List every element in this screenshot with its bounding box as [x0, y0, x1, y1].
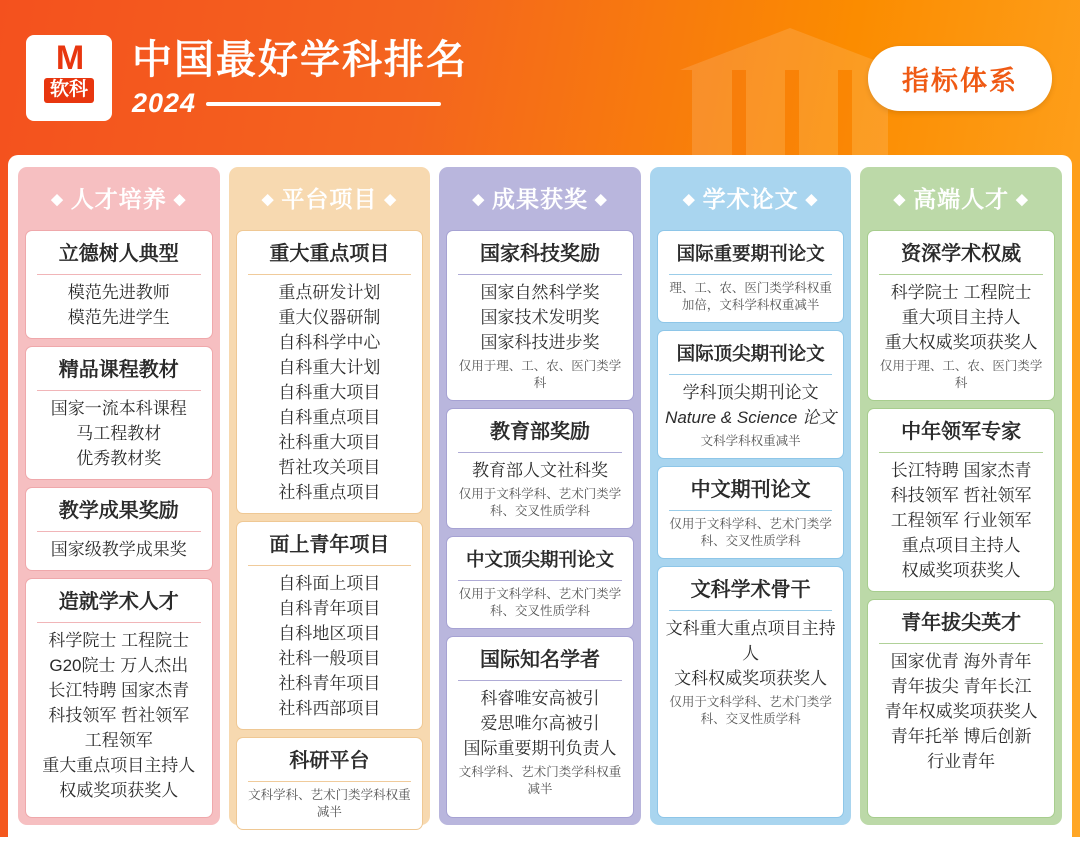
card-award-3	[446, 536, 634, 629]
item: 科学院士 工程院士	[890, 283, 1032, 302]
card-title: 教学成果奖励	[58, 500, 179, 522]
diamond-icon: ◆	[805, 191, 819, 208]
card-award-1	[446, 230, 634, 401]
card-note: 文科学科、艺术门类学科权重减半	[458, 765, 622, 796]
card-paper-2	[657, 330, 845, 459]
item: 模范先进教师	[67, 283, 170, 302]
item: 爱思唯尔高被引	[480, 714, 600, 733]
card-title: 国际知名学者	[479, 649, 600, 671]
item: 社科重大项目	[278, 433, 381, 452]
item: 哲社攻关项目	[278, 458, 381, 477]
item: 文科权威奖项获奖人	[674, 669, 828, 688]
diamond-icon: ◆	[1016, 191, 1029, 208]
card-note: 仅用于文科学科、艺术门类学科、交叉性质学科	[458, 587, 622, 618]
divider	[669, 510, 833, 511]
diamond-icon: ◆	[173, 191, 187, 208]
card-note: 仅用于理、工、农、医门类学科	[879, 359, 1043, 390]
card-platform-3	[236, 737, 424, 830]
card-title: 国际重要期刊论文	[676, 243, 825, 264]
column-platform	[229, 167, 431, 825]
card-note: 仅用于理、工、农、医门类学科	[458, 359, 622, 390]
item: 重大仪器研制	[278, 308, 381, 327]
divider	[37, 622, 201, 623]
item: 社科青年项目	[278, 674, 381, 693]
card-title: 精品课程教材	[58, 359, 179, 381]
column-paper-header: ◆ 学术论文 ◆	[683, 186, 819, 212]
item: 自科重点项目	[278, 408, 381, 427]
item: G20院士 万人杰出	[49, 656, 189, 675]
card-title: 资深学术权威	[901, 243, 1022, 265]
divider	[37, 274, 201, 275]
item: 科技领军 哲社领军	[48, 706, 190, 725]
card-talent-4	[25, 578, 213, 818]
item: 国家技术发明奖	[480, 308, 600, 327]
divider	[37, 390, 201, 391]
card-talent-2	[25, 346, 213, 480]
card-platform-2	[236, 521, 424, 730]
card-talent-3	[25, 487, 213, 571]
diamond-icon: ◆	[261, 191, 275, 208]
item: 自科重大项目	[278, 383, 381, 402]
logo	[26, 35, 112, 121]
divider	[248, 565, 412, 566]
column-talent-header: ◆ 人才培养 ◆	[51, 186, 187, 212]
item: 自科青年项目	[278, 599, 381, 618]
column-award	[439, 167, 641, 825]
card-award-4	[446, 636, 634, 818]
card-paper-3	[657, 466, 845, 559]
indicator-board	[8, 155, 1072, 837]
item: 国际重要期刊负责人	[463, 739, 617, 758]
item: 青年权威奖项获奖人	[884, 702, 1038, 721]
divider	[669, 374, 833, 375]
item: 社科西部项目	[278, 699, 381, 718]
diamond-icon: ◆	[384, 191, 397, 208]
divider	[879, 452, 1043, 453]
divider	[879, 274, 1043, 275]
column-talent	[18, 167, 220, 825]
card-title: 中文顶尖期刊论文	[465, 549, 614, 570]
diamond-icon: ◆	[51, 191, 64, 208]
item: 长江特聘 国家杰青	[890, 461, 1032, 480]
column-paper	[650, 167, 852, 825]
item: 国家自然科学奖	[480, 283, 600, 302]
card-title: 重大重点项目	[269, 243, 390, 265]
divider	[248, 274, 412, 275]
year-label: 2024	[132, 88, 197, 118]
item: 自科面上项目	[278, 574, 381, 593]
item: 模范先进学生	[67, 308, 170, 327]
item: 重大项目主持人	[901, 308, 1021, 327]
card-items	[31, 537, 207, 562]
item: 国家优青 海外青年	[890, 652, 1032, 671]
card-title: 文科学术骨干	[690, 579, 811, 601]
logo-mark-icon: M	[55, 38, 83, 77]
column-award-header: ◆ 成果获奖 ◆	[472, 186, 608, 212]
diamond-icon: ◆	[472, 191, 485, 208]
item: 国家科技进步奖	[480, 333, 600, 352]
item: 重大权威奖项获奖人	[884, 333, 1038, 352]
card-items	[663, 380, 839, 430]
item: 优秀教材奖	[76, 449, 162, 468]
divider	[248, 781, 412, 782]
header	[0, 0, 1080, 155]
year-rule	[206, 102, 441, 106]
card-elite-2	[867, 408, 1055, 592]
item: 长江特聘 国家杰青	[48, 681, 190, 700]
card-title: 中文期刊论文	[690, 479, 811, 501]
card-title: 面上青年项目	[269, 534, 390, 556]
divider	[669, 274, 833, 275]
card-talent-1	[25, 230, 213, 339]
divider	[879, 643, 1043, 644]
item: 社科一般项目	[278, 649, 381, 668]
item: 科技领军 哲社领军	[890, 486, 1032, 505]
column-elite	[860, 167, 1062, 825]
card-items	[873, 280, 1049, 355]
card-paper-1	[657, 230, 845, 323]
item: 重点项目主持人	[901, 536, 1021, 555]
card-items	[31, 280, 207, 330]
card-title: 科研平台	[289, 750, 370, 772]
item: 重点研发计划	[278, 283, 381, 302]
diamond-icon: ◆	[683, 191, 696, 208]
item: 学科顶尖期刊论文	[682, 383, 819, 402]
card-items	[452, 458, 628, 483]
item: 青年托举 博后创新	[890, 727, 1032, 746]
card-title: 青年拔尖英才	[901, 612, 1022, 634]
item: 自科重大计划	[278, 358, 381, 377]
card-items	[242, 571, 418, 721]
card-note: 仅用于文科学科、艺术门类学科、交叉性质学科	[669, 517, 832, 548]
page-title: 中国最好学科排名	[132, 38, 468, 82]
card-items	[452, 280, 628, 355]
item: 马工程教材	[76, 424, 162, 443]
card-title: 国际顶尖期刊论文	[676, 343, 825, 364]
divider	[669, 610, 833, 611]
card-note: 文科学科、艺术门类学科权重减半	[248, 788, 411, 819]
item: 权威奖项获奖人	[901, 561, 1021, 580]
card-title: 国家科技奖励	[479, 243, 600, 265]
card-note: 文科学科权重减半	[700, 434, 801, 448]
item: 工程领军 行业领军	[890, 511, 1032, 530]
divider	[458, 452, 622, 453]
title-block	[132, 36, 468, 119]
item: 教育部人文社科奖	[471, 461, 608, 480]
divider	[458, 274, 622, 275]
column-elite-header: ◆ 高端人才 ◆	[893, 186, 1029, 212]
logo-name: 软科	[44, 78, 94, 103]
card-items	[242, 280, 418, 505]
item: 国家一流本科课程	[50, 399, 187, 418]
item: 青年拔尖 青年长江	[890, 677, 1032, 696]
year-row	[132, 88, 468, 119]
item: 重大重点项目主持人	[42, 756, 196, 775]
diamond-icon: ◆	[594, 191, 608, 208]
item: 行业青年	[927, 752, 996, 771]
card-elite-3	[867, 599, 1055, 818]
card-note: 仅用于文科学科、艺术门类学科、交叉性质学科	[458, 487, 622, 518]
item: 科睿唯安高被引	[480, 689, 600, 708]
item: 科学院士 工程院士	[48, 631, 190, 650]
bottom-strip	[0, 837, 1080, 845]
card-title: 立德树人典型	[58, 243, 179, 265]
item: 社科重点项目	[278, 483, 381, 502]
card-items	[873, 458, 1049, 583]
card-platform-1	[236, 230, 424, 514]
card-items	[663, 616, 839, 691]
card-note: 理、工、农、医门类学科权重加倍，文科学科权重减半	[669, 281, 832, 312]
card-items	[873, 649, 1049, 774]
column-platform-header: ◆ 平台项目 ◆	[261, 186, 397, 212]
item: 自科地区项目	[278, 624, 381, 643]
item: 国家级教学成果奖	[50, 540, 187, 559]
item: 工程领军	[84, 731, 153, 750]
card-paper-4	[657, 566, 845, 818]
diamond-icon: ◆	[893, 191, 907, 208]
item: 权威奖项获奖人	[59, 781, 179, 800]
card-elite-1	[867, 230, 1055, 401]
card-title: 教育部奖励	[489, 421, 590, 443]
card-note: 仅用于文科学科、艺术门类学科、交叉性质学科	[669, 695, 832, 726]
card-items	[31, 628, 207, 803]
indicator-system-badge: 指标体系	[868, 46, 1052, 111]
item: Nature & Science 论文	[665, 408, 837, 427]
card-items	[452, 686, 628, 761]
item: 自科科学中心	[278, 333, 381, 352]
divider	[458, 680, 622, 681]
card-title: 中年领军专家	[901, 421, 1022, 443]
card-title: 造就学术人才	[58, 591, 179, 613]
divider	[37, 531, 201, 532]
card-award-2	[446, 408, 634, 529]
card-items	[31, 396, 207, 471]
divider	[458, 580, 622, 581]
item: 文科重大重点项目主持人	[665, 619, 836, 663]
